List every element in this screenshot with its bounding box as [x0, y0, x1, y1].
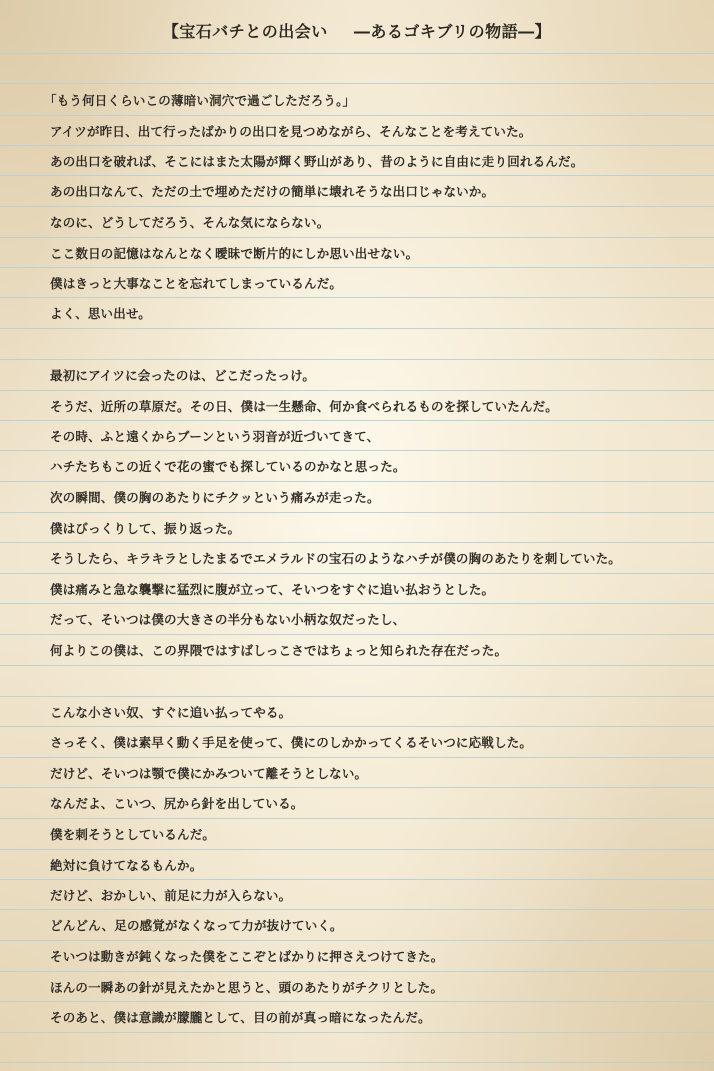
text-line: 次の瞬間、僕の胸のあたりにチクッという痛みが走った。	[50, 490, 380, 505]
text-line: だけど、おかしい、前足に力が入らない。	[50, 888, 292, 903]
text-line: だけど、そいつは顎で僕にかみついて離そうとしない。	[50, 766, 368, 781]
ruled-line	[0, 573, 714, 574]
ruled-line	[0, 175, 714, 176]
ruled-line	[0, 634, 714, 635]
ruled-line	[0, 1032, 714, 1033]
text-line: だって、そいつは僕の大きさの半分もない小柄な奴だったし、	[50, 612, 406, 627]
ruled-line	[0, 603, 714, 604]
ruled-line	[0, 971, 714, 972]
text-line: 僕を刺そうとしているんだ。	[50, 827, 216, 842]
text-line: アイツが昨日、出て行ったばかりの出口を見つめながら、そんなことを考えていた。	[50, 124, 532, 139]
ruled-line	[0, 818, 714, 819]
text-line: 「もう何日くらいこの薄暗い洞穴で過ごしただろう。」	[44, 93, 356, 108]
ruled-line	[0, 665, 714, 666]
text-line: 僕はびっくりして、振り返った。	[50, 521, 241, 536]
text-line: 僕は痛みと急な襲撃に猛烈に腹が立って、そいつをすぐに追い払おうとした。	[50, 582, 495, 597]
ruled-line	[0, 726, 714, 727]
ruled-line	[0, 359, 714, 360]
ruled-line	[0, 297, 714, 298]
text-line: ハチたちもこの近くで花の蜜でも探しているのかなと思った。	[50, 459, 406, 474]
text-line: どんどん、足の感覚がなくなって力が抜けていく。	[50, 918, 343, 933]
title-main: 【宝石バチとの出会い	[162, 22, 328, 41]
ruled-line	[0, 328, 714, 329]
ruled-line	[0, 237, 714, 238]
text-line: あの出口なんて、ただの土で埋めただけの簡単に壊れそうな出口じゃないか。	[50, 184, 495, 199]
ruled-line	[0, 757, 714, 758]
text-line: さっそく、僕は素早く動く手足を使って、僕にのしかかってくるそいつに応戦した。	[50, 735, 533, 750]
ruled-line	[0, 696, 714, 697]
text-line: こんな小さい奴、すぐに追い払ってやる。	[50, 705, 292, 720]
text-line: そいつは動きが鈍くなった僕をここぞとばかりに押さえつけてきた。	[50, 949, 444, 964]
title-subtitle: ―あるゴキブリの物語―】	[353, 22, 552, 41]
ruled-line	[0, 481, 714, 482]
text-line: その時、ふと遠くからブーンという羽音が近づいてきて、	[50, 429, 380, 444]
ruled-line	[0, 145, 714, 146]
text-line: なのに、どうしてだろう、そんな気にならない。	[50, 215, 330, 230]
ruled-line	[0, 83, 714, 84]
ruled-line	[0, 787, 714, 788]
ruled-line	[0, 390, 714, 391]
text-line: よく、思い出せ。	[50, 306, 151, 321]
ruled-line	[0, 512, 714, 513]
ruled-line	[0, 206, 714, 207]
ruled-line	[0, 450, 714, 451]
ruled-line	[0, 115, 714, 116]
text-line: そうしたら、キラキラとしたまるでエメラルドの宝石のようなハチが僕の胸のあたりを刺していた。	[50, 551, 622, 566]
ruled-line	[0, 1001, 714, 1002]
text-line: 僕はきっと大事なことを忘れてしまっているんだ。	[50, 276, 343, 291]
ruled-line	[0, 420, 714, 421]
text-line: 絶対に負けてなるもんか。	[50, 858, 203, 873]
text-line: ほんの一瞬あの針が見えたかと思うと、頭のあたりがチクリとした。	[50, 980, 444, 995]
text-line: 最初にアイツに会ったのは、どこだったっけ。	[50, 368, 316, 383]
ruled-line	[0, 849, 714, 850]
text-line: ここ数日の記憶はなんとなく曖昧で断片的にしか思い出せない。	[50, 246, 419, 261]
ruled-line	[0, 879, 714, 880]
text-line: そうだ、近所の草原だ。その日、僕は一生懸命、何か食べられるものを探していたんだ。	[50, 399, 559, 414]
ruled-line	[0, 542, 714, 543]
text-line: そのあと、僕は意識が朦朧として、目の前が真っ暗になったんだ。	[50, 1010, 431, 1025]
ruled-line	[0, 909, 714, 910]
ruled-line	[0, 940, 714, 941]
ruled-line	[0, 267, 714, 268]
page-title	[0, 19, 714, 42]
ruled-line	[0, 1062, 714, 1063]
ruled-line	[0, 53, 714, 54]
text-line: なんだよ、こいつ、尻から針を出している。	[50, 796, 304, 811]
text-line: あの出口を破れば、そこにはまた太陽が輝く野山があり、昔のように自由に走り回れるんだ。	[50, 154, 584, 169]
text-line: 何よりこの僕は、この界隈ではすばしっこさではちょっと知られた存在だった。	[50, 643, 508, 658]
